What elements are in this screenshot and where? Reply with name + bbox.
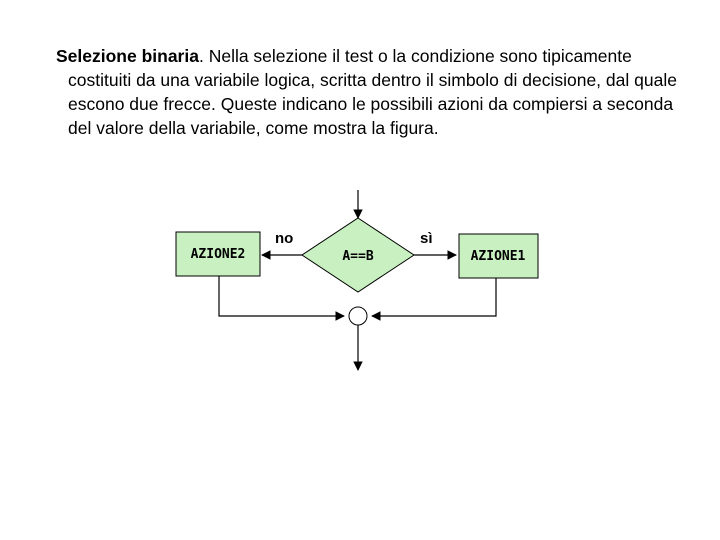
no-label: no [275,230,294,247]
action1-label: AZIONE1 [470,249,526,264]
bold-term: Selezione binaria [56,46,199,66]
description-body: . Nella selezione il test o la condizione sono tipicamente costituiti da una variabile logica, scritta dentro il simbolo di decisione, dal quale escono due frecce. Queste indicano le possibili azioni da compiersi a seconda del valore della variabile, come mostra la figura. [68,46,677,138]
left-merge-line [219,276,344,316]
right-merge-line [372,278,496,316]
yes-label: sì [420,230,433,247]
decision-label: A==B [342,249,374,264]
merge-node [349,307,367,325]
action2-label: AZIONE2 [190,247,246,262]
